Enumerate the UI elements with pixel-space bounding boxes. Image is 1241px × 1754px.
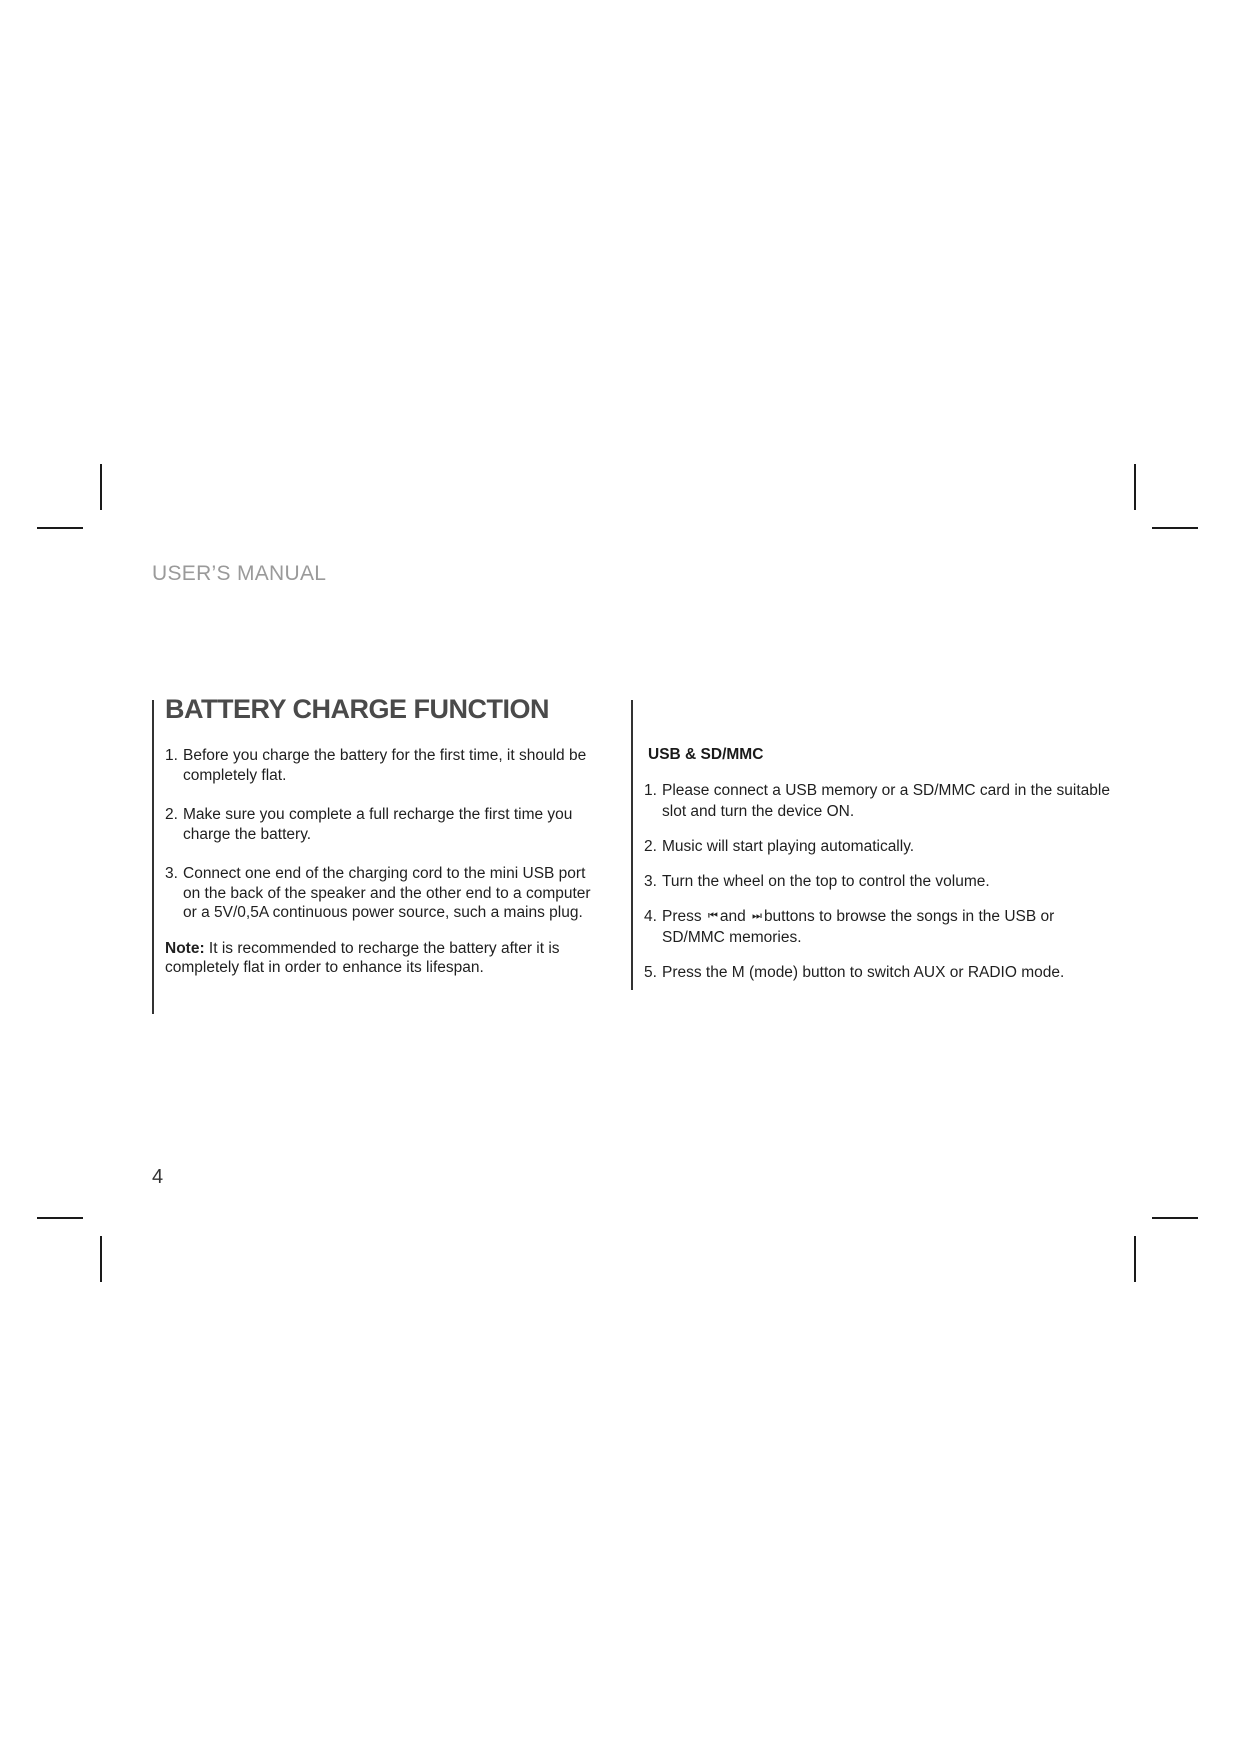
- item-number: 2.: [165, 806, 178, 823]
- item-text: Music will start playing automatically.: [662, 838, 915, 855]
- right-column-rule: [631, 700, 633, 990]
- item-text-rest: buttons to browse the songs in the USB or SD/MMC memories.: [662, 908, 1055, 947]
- item-number: 3.: [644, 873, 657, 890]
- manual-header: USER’S MANUAL: [152, 562, 327, 585]
- item-number: 2.: [644, 838, 657, 855]
- item-text: Press the M (mode) button to switch AUX or RADIO mode.: [662, 964, 1065, 982]
- list-item: [644, 780, 1114, 822]
- crop-mark-top-right-horizontal: [1152, 527, 1198, 529]
- section-title: BATTERY CHARGE FUNCTION: [165, 694, 549, 724]
- list-item: [644, 962, 1114, 983]
- crop-mark-bottom-left-horizontal: [37, 1217, 83, 1219]
- left-column-rule: [152, 700, 154, 1014]
- note-paragraph: [165, 939, 605, 978]
- subsection-title: USB & SD/MMC: [648, 746, 764, 763]
- note-label: Note:: [165, 939, 205, 957]
- item-number: 1.: [644, 782, 657, 799]
- item-text: Connect one end of the charging cord to the mini USB port on the back of the speaker and the other end to a computer or a 5V/0,5A continuous power source, such a mains plug.: [183, 865, 591, 921]
- battery-instructions: [165, 746, 605, 978]
- list-item: [644, 836, 1114, 857]
- item-text: Please connect a USB memory or a SD/MMC card in the suitable slot and turn the device ON.: [662, 782, 1110, 820]
- item-text: Turn the wheel on the top to control the volume.: [662, 873, 990, 890]
- list-item: [644, 906, 1114, 948]
- note-text: It is recommended to recharge the battery after it is completely flat in order to enhance its lifespan.: [165, 939, 560, 976]
- item-text: [662, 906, 1114, 948]
- crop-mark-top-left-vertical: [100, 464, 102, 510]
- item-number: 1.: [165, 747, 178, 764]
- previous-track-icon: ⏮: [707, 910, 718, 923]
- page-number: 4: [152, 1166, 164, 1188]
- item-number: 4.: [644, 908, 657, 925]
- item-text-press: Press: [662, 908, 702, 925]
- next-track-icon: ⏭: [752, 910, 762, 923]
- list-item: [165, 746, 605, 785]
- crop-mark-top-left-horizontal: [37, 527, 83, 529]
- list-item: [644, 871, 1114, 892]
- list-item: [165, 805, 605, 844]
- usb-instructions: [644, 744, 1114, 997]
- item-number: 3.: [165, 865, 178, 882]
- item-number: 5.: [644, 964, 657, 982]
- crop-mark-bottom-left-vertical: [100, 1236, 102, 1282]
- item-text-and: and: [719, 908, 746, 925]
- crop-mark-top-right-vertical: [1134, 464, 1136, 510]
- crop-mark-bottom-right-horizontal: [1152, 1217, 1198, 1219]
- list-item: [165, 864, 605, 923]
- item-text: Before you charge the battery for the first time, it should be completely flat.: [183, 747, 587, 784]
- item-text: Make sure you complete a full recharge the first time you charge the battery.: [183, 806, 573, 843]
- crop-mark-bottom-right-vertical: [1134, 1236, 1136, 1282]
